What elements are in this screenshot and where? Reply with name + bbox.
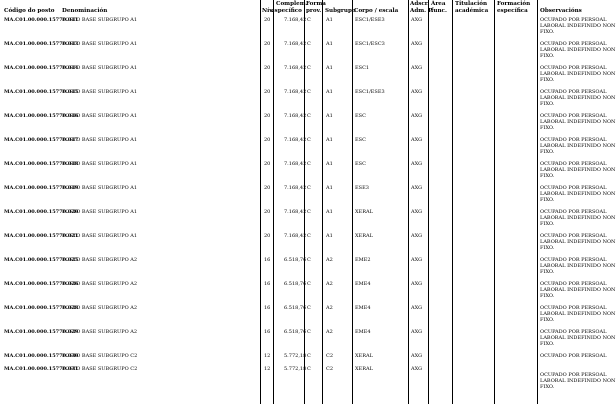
forma-cell: C xyxy=(307,161,311,167)
header-titulacion-1: Titulación xyxy=(455,1,488,7)
codigo-cell: MA.C01.00.000.15770.017 xyxy=(4,137,79,143)
observaciones-cell: OCUPADO POR PERSOAL LABORAL INDEFINIDO NON FIXO. xyxy=(540,257,616,276)
table-row xyxy=(0,89,616,111)
nivel-cell: 20 xyxy=(264,113,271,119)
subgrupo-cell: A1 xyxy=(326,65,333,71)
header-formacion-2: específica xyxy=(497,8,528,14)
adscr-cell: AXG xyxy=(411,17,423,23)
subgrupo-cell: A1 xyxy=(326,89,333,95)
corpo-cell: EME4 xyxy=(355,281,371,287)
forma-cell: C xyxy=(307,305,311,311)
forma-cell: C xyxy=(307,257,311,263)
complemento-cell: 7.168,42 xyxy=(284,113,307,119)
subgrupo-cell: A1 xyxy=(326,233,333,239)
denominacion-cell: POSTO BASE SUBGRUPO A2 xyxy=(62,281,138,287)
header-area-2: func. xyxy=(431,8,447,14)
table-row xyxy=(0,257,616,279)
denominacion-cell: POSTO BASE SUBGRUPO A1 xyxy=(62,41,138,47)
denominacion-cell: POSTO BASE SUBGRUPO A2 xyxy=(62,257,138,263)
corpo-cell: ESC1 xyxy=(355,65,370,71)
corpo-cell: ESC1/ESE3 xyxy=(355,17,385,23)
adscr-cell: AXG xyxy=(411,305,423,311)
header-denominacion: Denominación xyxy=(62,8,108,14)
denominacion-cell: POSTO BASE SUBGRUPO A1 xyxy=(62,233,138,239)
observaciones-cell: OCUPADO POR PERSOAL LABORAL INDEFINIDO NON FIXO. xyxy=(540,185,616,204)
adscr-cell: AXG xyxy=(411,257,423,263)
forma-cell: C xyxy=(307,185,311,191)
complemento-cell: 6.518,76 xyxy=(284,305,307,311)
denominacion-cell: POSTO BASE SUBGRUPO A1 xyxy=(62,209,138,215)
adscr-cell: AXG xyxy=(411,281,423,287)
denominacion-cell: POSTO BASE SUBGRUPO A1 xyxy=(62,113,138,119)
complemento-cell: 7.168,42 xyxy=(284,209,307,215)
codigo-cell: MA.C01.00.000.15770.019 xyxy=(4,185,79,191)
denominacion-cell: POSTO BASE SUBGRUPO A1 xyxy=(62,65,138,71)
nivel-cell: 12 xyxy=(264,353,271,359)
nivel-cell: 16 xyxy=(264,281,271,287)
observaciones-cell: OCUPADO POR PERSOAL LABORAL INDEFINIDO NON FIXO. xyxy=(540,65,616,84)
header-forma-2: prov. xyxy=(306,8,322,14)
header-complemento-2: específico xyxy=(271,8,302,14)
codigo-cell: MA.C01.00.000.15770.016 xyxy=(4,113,79,119)
forma-cell: C xyxy=(307,329,311,335)
complemento-cell: 7.168,42 xyxy=(284,233,307,239)
subgrupo-cell: C2 xyxy=(326,366,334,372)
corpo-cell: XERAL xyxy=(355,366,373,372)
subgrupo-cell: A1 xyxy=(326,17,333,23)
denominacion-cell: POSTO BASE SUBGRUPO A1 xyxy=(62,185,138,191)
complemento-cell: 7.168,42 xyxy=(284,41,307,47)
nivel-cell: 20 xyxy=(264,41,271,47)
forma-cell: C xyxy=(307,41,311,47)
header-adscr-1: Adscr. xyxy=(410,1,430,7)
denominacion-cell: POSTO BASE SUBGRUPO A1 xyxy=(62,17,138,23)
adscr-cell: AXG xyxy=(411,65,423,71)
codigo-cell: MA.C01.00.000.15770.026 xyxy=(4,281,79,287)
denominacion-cell: POSTO BASE SUBGRUPO C2 xyxy=(62,353,138,359)
adscr-cell: AXG xyxy=(411,185,423,191)
corpo-cell: EME4 xyxy=(355,305,371,311)
corpo-cell: ESC xyxy=(355,137,366,143)
observaciones-cell: OCUPADO POR PERSOAL LABORAL INDEFINIDO NON FIXO. xyxy=(540,161,616,180)
complemento-cell: 7.168,42 xyxy=(284,65,307,71)
forma-cell: C xyxy=(307,209,311,215)
complemento-cell: 6.518,76 xyxy=(284,329,307,335)
observaciones-cell: OCUPADO POR PERSOAL LABORAL INDEFINIDO NON FIXO. xyxy=(540,209,616,228)
codigo-cell: MA.C01.00.000.15770.030 xyxy=(4,353,79,359)
table-row xyxy=(0,209,616,231)
complemento-cell: 7.168,42 xyxy=(284,89,307,95)
table-row xyxy=(0,233,616,255)
header-formacion-1: Formación xyxy=(497,1,531,7)
observaciones-cell: OCUPADO POR PERSOAL LABORAL INDEFINIDO NON FIXO. xyxy=(540,89,616,108)
complemento-cell: 5.772,18 xyxy=(284,366,307,372)
table-row xyxy=(0,137,616,159)
header-forma-1: Forma xyxy=(306,1,326,7)
observaciones-cell: OCUPADO POR PERSOAL LABORAL INDEFINIDO NON FIXO. xyxy=(540,113,616,132)
nivel-cell: 16 xyxy=(264,257,271,263)
denominacion-cell: POSTO BASE SUBGRUPO A2 xyxy=(62,329,138,335)
adscr-cell: AXG xyxy=(411,366,423,372)
observaciones-cell: OCUPADO POR PERSOAL LABORAL INDEFINIDO NON FIXO. xyxy=(540,137,616,156)
forma-cell: C xyxy=(307,17,311,23)
subgrupo-cell: A1 xyxy=(326,137,333,143)
observaciones-cell: OCUPADO POR PERSOAL LABORAL INDEFINIDO NON FIXO. xyxy=(540,372,616,391)
nivel-cell: 20 xyxy=(264,233,271,239)
corpo-cell: ESC1/ESE3 xyxy=(355,89,385,95)
corpo-cell: XERAL xyxy=(355,209,373,215)
table-row xyxy=(0,65,616,87)
corpo-cell: XERAL xyxy=(355,353,373,359)
subgrupo-cell: A2 xyxy=(326,281,333,287)
denominacion-cell: POSTO BASE SUBGRUPO A1 xyxy=(62,161,138,167)
codigo-cell: MA.C01.00.000.15770.018 xyxy=(4,161,79,167)
table-row xyxy=(0,113,616,135)
corpo-cell: EME4 xyxy=(355,329,371,335)
header-area-1: Área xyxy=(431,1,446,7)
forma-cell: C xyxy=(307,353,311,359)
header-titulacion-2: académica xyxy=(455,8,489,14)
corpo-cell: XERAL xyxy=(355,233,373,239)
subgrupo-cell: A2 xyxy=(326,257,333,263)
nivel-cell: 20 xyxy=(264,209,271,215)
codigo-cell: MA.C01.00.000.15770.028 xyxy=(4,305,79,311)
table-row xyxy=(0,41,616,63)
forma-cell: C xyxy=(307,233,311,239)
forma-cell: C xyxy=(307,113,311,119)
complemento-cell: 5.772,18 xyxy=(284,353,307,359)
header-observaciones: Observacións xyxy=(540,8,582,14)
denominacion-cell: POSTO BASE SUBGRUPO C2 xyxy=(62,366,138,372)
subgrupo-cell: A1 xyxy=(326,161,333,167)
adscr-cell: AXG xyxy=(411,161,423,167)
forma-cell: C xyxy=(307,281,311,287)
codigo-cell: MA.C01.00.000.15770.031 xyxy=(4,366,79,372)
denominacion-cell: POSTO BASE SUBGRUPO A2 xyxy=(62,305,138,311)
observaciones-cell: OCUPADO POR PERSOAL LABORAL INDEFINIDO NON FIXO. xyxy=(540,17,616,36)
adscr-cell: AXG xyxy=(411,137,423,143)
corpo-cell: EME2 xyxy=(355,257,371,263)
corpo-cell: ESE3 xyxy=(355,185,369,191)
subgrupo-cell: A1 xyxy=(326,113,333,119)
nivel-cell: 16 xyxy=(264,329,271,335)
complemento-cell: 6.518,76 xyxy=(284,281,307,287)
header-adscr-2: Adm. P. xyxy=(410,8,434,14)
adscr-cell: AXG xyxy=(411,233,423,239)
forma-cell: C xyxy=(307,366,311,372)
complemento-cell: 7.168,42 xyxy=(284,17,307,23)
observaciones-cell: OCUPADO POR PERSOAL LABORAL INDEFINIDO NON FIXO. xyxy=(540,41,616,60)
adscr-cell: AXG xyxy=(411,41,423,47)
adscr-cell: AXG xyxy=(411,89,423,95)
table-row xyxy=(0,17,616,39)
adscr-cell: AXG xyxy=(411,353,423,359)
table-row xyxy=(0,161,616,183)
observaciones-cell: OCUPADO POR PERSOAL xyxy=(540,353,607,359)
header-codigo: Código do posto xyxy=(4,8,55,14)
table-row xyxy=(0,366,616,391)
table-row xyxy=(0,329,616,351)
codigo-cell: MA.C01.00.000.15770.021 xyxy=(4,233,79,239)
nivel-cell: 20 xyxy=(264,89,271,95)
forma-cell: C xyxy=(307,65,311,71)
complemento-cell: 6.518,76 xyxy=(284,257,307,263)
nivel-cell: 16 xyxy=(264,305,271,311)
denominacion-cell: POSTO BASE SUBGRUPO A1 xyxy=(62,137,138,143)
nivel-cell: 20 xyxy=(264,185,271,191)
nivel-cell: 20 xyxy=(264,65,271,71)
nivel-cell: 20 xyxy=(264,161,271,167)
codigo-cell: MA.C01.00.000.15770.025 xyxy=(4,257,79,263)
adscr-cell: AXG xyxy=(411,329,423,335)
complemento-cell: 7.168,42 xyxy=(284,137,307,143)
codigo-cell: MA.C01.00.000.15770.011 xyxy=(4,17,79,23)
adscr-cell: AXG xyxy=(411,113,423,119)
denominacion-cell: POSTO BASE SUBGRUPO A1 xyxy=(62,89,138,95)
observaciones-cell: OCUPADO POR PERSOAL LABORAL INDEFINIDO NON FIXO. xyxy=(540,233,616,252)
table-row xyxy=(0,185,616,207)
codigo-cell: MA.C01.00.000.15770.014 xyxy=(4,65,79,71)
subgrupo-cell: A1 xyxy=(326,41,333,47)
codigo-cell: MA.C01.00.000.15770.013 xyxy=(4,41,79,47)
subgrupo-cell: A2 xyxy=(326,329,333,335)
subgrupo-cell: C2 xyxy=(326,353,334,359)
complemento-cell: 7.168,42 xyxy=(284,185,307,191)
complemento-cell: 7.168,42 xyxy=(284,161,307,167)
codigo-cell: MA.C01.00.000.15770.029 xyxy=(4,329,79,335)
observaciones-cell: OCUPADO POR PERSOAL LABORAL INDEFINIDO NON FIXO. xyxy=(540,305,616,324)
nivel-cell: 20 xyxy=(264,17,271,23)
header-complemento-1: Complem. xyxy=(276,1,308,7)
header-subgrupo: Subgrupo xyxy=(325,8,356,14)
table-row xyxy=(0,305,616,327)
subgrupo-cell: A1 xyxy=(326,185,333,191)
adscr-cell: AXG xyxy=(411,209,423,215)
nivel-cell: 12 xyxy=(264,366,271,372)
codigo-cell: MA.C01.00.000.15770.020 xyxy=(4,209,79,215)
corpo-cell: ESC xyxy=(355,161,366,167)
observaciones-cell: OCUPADO POR PERSOAL LABORAL INDEFINIDO NON FIXO. xyxy=(540,329,616,348)
header-corpo: Corpo / escala xyxy=(354,8,399,14)
observaciones-cell: OCUPADO POR PERSOAL LABORAL INDEFINIDO NON FIXO. xyxy=(540,281,616,300)
codigo-cell: MA.C01.00.000.15770.015 xyxy=(4,89,79,95)
nivel-cell: 20 xyxy=(264,137,271,143)
subgrupo-cell: A1 xyxy=(326,209,333,215)
subgrupo-cell: A2 xyxy=(326,305,333,311)
corpo-cell: ESC xyxy=(355,113,366,119)
corpo-cell: ESC1/ESC3 xyxy=(355,41,385,47)
forma-cell: C xyxy=(307,89,311,95)
forma-cell: C xyxy=(307,137,311,143)
table-row xyxy=(0,281,616,303)
header-nivel: Nív. xyxy=(262,8,274,14)
